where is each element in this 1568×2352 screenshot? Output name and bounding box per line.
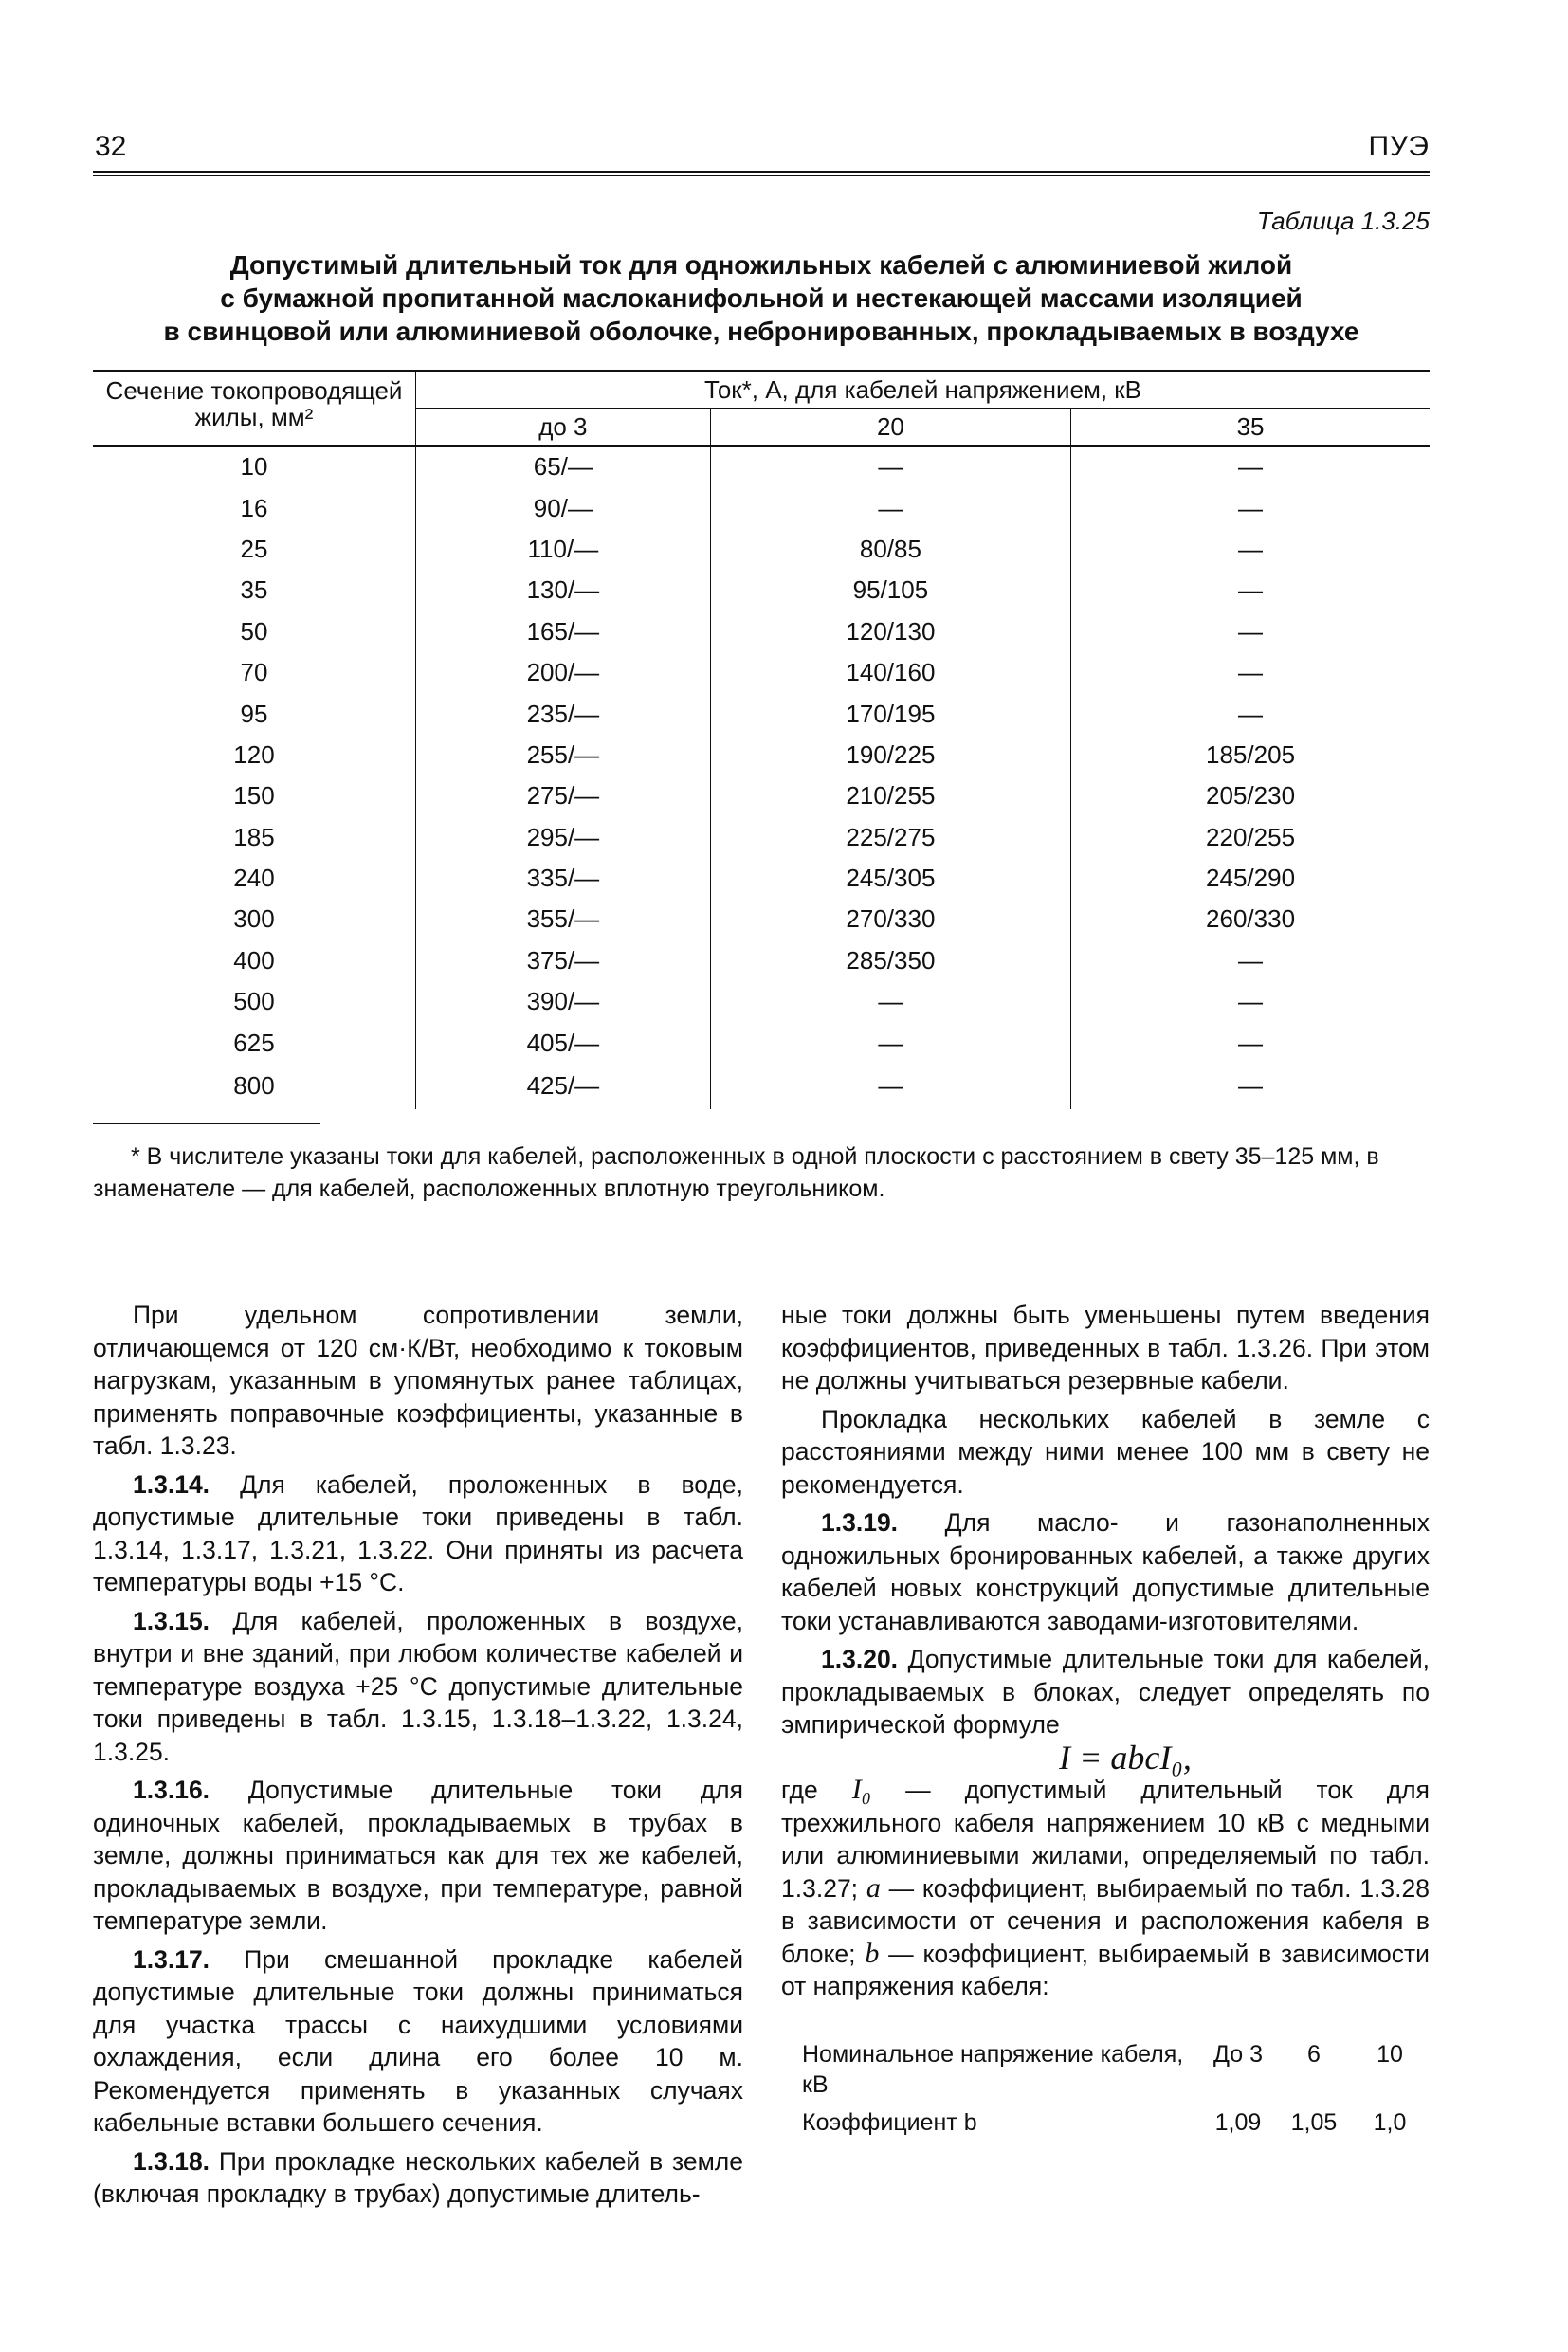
table-row bbox=[93, 487, 1430, 528]
current-table bbox=[93, 370, 1430, 1109]
table-cell: — bbox=[710, 981, 1070, 1022]
table-cell: — bbox=[1071, 570, 1430, 611]
paragraph: При удельном сопротивлении земли, отличающемся от 120 см·К/Вт, необходимо к токовым нагрузкам, указанным в упомянутых ранее таблицах, применять поправочные коэффициенты, указанные в табл. 1.3.23. bbox=[93, 1301, 743, 1460]
table-cell: 120/130 bbox=[710, 611, 1070, 652]
table-cell: 500 bbox=[93, 981, 416, 1022]
table-cell: 170/195 bbox=[710, 693, 1070, 734]
table-cell: 210/255 bbox=[710, 775, 1070, 816]
paragraph bbox=[93, 1774, 743, 1938]
header-rule bbox=[93, 171, 1430, 173]
table-row bbox=[93, 1064, 1430, 1109]
paragraph-text: Допустимые длительные токи для кабелей, прокладываемых в блоках, следует определять по эмпирической формуле bbox=[781, 1645, 1430, 1739]
coefficient-cell: До 3 bbox=[1213, 2040, 1263, 2068]
table-title bbox=[93, 248, 1430, 348]
table-cell: — bbox=[1071, 1022, 1430, 1063]
table-row bbox=[93, 611, 1430, 652]
header-35kv: 35 bbox=[1071, 409, 1430, 447]
coefficient-cell: 1,0 bbox=[1373, 2108, 1407, 2136]
table-cell: 185/205 bbox=[1071, 735, 1430, 775]
table-cell: 800 bbox=[93, 1064, 416, 1109]
table-cell: 165/— bbox=[526, 616, 600, 646]
footnote-rule bbox=[93, 1123, 320, 1124]
table-cell: — bbox=[710, 1022, 1070, 1063]
table-cell: 220/255 bbox=[1071, 817, 1430, 858]
coefficient-row-label: Коэффициент b bbox=[802, 2108, 977, 2136]
table-cell: 225/275 bbox=[710, 817, 1070, 858]
table-cell: — bbox=[710, 487, 1070, 528]
header-up-to-3kv: до 3 bbox=[416, 409, 711, 447]
clause-number: 1.3.14. bbox=[133, 1469, 210, 1499]
table-cell: — bbox=[1071, 611, 1430, 652]
table-row bbox=[93, 693, 1430, 734]
table-cell: 390/— bbox=[526, 987, 600, 1016]
left-column bbox=[93, 1299, 743, 2211]
table-cell: 375/— bbox=[526, 945, 600, 975]
variable-a: a bbox=[866, 1871, 881, 1904]
table-row bbox=[93, 652, 1430, 693]
table-cell: — bbox=[1071, 940, 1430, 981]
table-cell: 65/— bbox=[533, 452, 593, 482]
coefficient-cell: 1,05 bbox=[1290, 2108, 1338, 2136]
clause-number: 1.3.15. bbox=[133, 1606, 210, 1635]
table-cell: 185 bbox=[93, 817, 416, 858]
table-cell: — bbox=[1071, 487, 1430, 528]
table-cell: 10 bbox=[93, 446, 416, 487]
header-rule-thin bbox=[93, 175, 1430, 176]
table-cell: 190/225 bbox=[710, 735, 1070, 775]
table-cell: 120 bbox=[93, 735, 416, 775]
header-20kv: 20 bbox=[710, 409, 1070, 447]
table-cell: 150 bbox=[93, 775, 416, 816]
table-row bbox=[93, 817, 1430, 858]
coefficient-row bbox=[802, 2104, 1428, 2142]
table-cell: 335/— bbox=[526, 864, 600, 893]
paragraph-text: — допустимый длительный ток для трехжильного кабеля напряжением 10 кВ с медными или алюминиевыми жилами, определяемый по табл. 1.3.27; bbox=[781, 1776, 1430, 1903]
table-cell: 200/— bbox=[526, 658, 600, 687]
table-cell: 245/305 bbox=[710, 858, 1070, 899]
table-cell: 130/— bbox=[526, 575, 600, 605]
table-cell: — bbox=[1071, 529, 1430, 570]
table-title-line: Допустимый длительный ток для одножильных кабелей с алюминиевой жилой bbox=[229, 250, 1293, 280]
formula: I = abcI₀, bbox=[1059, 1738, 1192, 1777]
table-cell: 400 bbox=[93, 940, 416, 981]
page-number: 32 bbox=[95, 131, 127, 162]
table-row bbox=[93, 940, 1430, 981]
table-cell: 300 bbox=[93, 899, 416, 939]
coefficient-cell: 10 bbox=[1377, 2040, 1403, 2068]
table-cell: 245/290 bbox=[1071, 858, 1430, 899]
table-cell: 255/— bbox=[526, 739, 600, 769]
table-body bbox=[93, 446, 1430, 1109]
table-cell: — bbox=[710, 446, 1070, 487]
table-title-line: с бумажной пропитанной маслоканифольной и нестекающей массами изоляцией bbox=[220, 283, 1303, 313]
table-cell: 405/— bbox=[526, 1028, 600, 1057]
table-cell: 70 bbox=[93, 652, 416, 693]
paragraph-text: Допустимые длительные токи для одиночных кабелей, прокладываемых в трубах в земле, должны приниматься как для тех же кабелей, прокладываемых в воздухе, при температуре, равной температуре земли. bbox=[93, 1776, 743, 1935]
table-row bbox=[93, 446, 1430, 487]
running-header: ПУЭ bbox=[1368, 131, 1430, 162]
paragraph-text: Для масло- и газонаполненных одножильных бронированных кабелей, а также других кабелей новых конструкций допустимые длительные токи устанавливаются заводами-изготовителями. bbox=[781, 1508, 1430, 1635]
paragraph bbox=[781, 1774, 1430, 2003]
table-cell: 90/— bbox=[533, 493, 593, 522]
paragraph-text: — коэффициент, выбираемый в зависимости от напряжения кабеля: bbox=[781, 1939, 1430, 2000]
paragraph bbox=[93, 1943, 743, 2140]
table-cell: 295/— bbox=[526, 822, 600, 851]
table-cell: 625 bbox=[93, 1022, 416, 1063]
paragraph bbox=[93, 1468, 743, 1599]
table-row bbox=[93, 1022, 1430, 1063]
table-cell: 205/230 bbox=[1071, 775, 1430, 816]
table-row bbox=[93, 735, 1430, 775]
table-cell: 275/— bbox=[526, 781, 600, 811]
table-cell: 80/85 bbox=[710, 529, 1070, 570]
table-cell: 235/— bbox=[526, 699, 600, 728]
table-cell: 50 bbox=[93, 611, 416, 652]
table-cell: — bbox=[1071, 693, 1430, 734]
table-cell: — bbox=[1071, 446, 1430, 487]
variable-b: b bbox=[865, 1937, 880, 1969]
paragraph: Прокладка нескольких кабелей в земле с расстояниями между ними менее 100 мм в свету не рекомендуется. bbox=[781, 1404, 1430, 1499]
table-row bbox=[93, 981, 1430, 1022]
coefficient-cell: 1,09 bbox=[1214, 2108, 1262, 2136]
table-title-line: в свинцовой или алюминиевой оболочке, небронированных, прокладываемых в воздухе bbox=[163, 317, 1359, 346]
table-cell: 35 bbox=[93, 570, 416, 611]
paragraph bbox=[781, 1643, 1430, 1741]
coefficient-table bbox=[802, 2035, 1428, 2142]
paragraph bbox=[93, 1605, 743, 1769]
right-column bbox=[781, 1299, 1430, 2142]
paragraph-text: Для кабелей, проложенных в воде, допустимые длительные токи приведены в табл. 1.3.14, 1.3.17, 1.3.21, 1.3.22. Они приняты из расчета температуры воды +15 °С. bbox=[93, 1469, 743, 1596]
table-cell: 110/— bbox=[527, 534, 599, 563]
table-cell: 285/350 bbox=[710, 940, 1070, 981]
table-cell: 16 bbox=[93, 487, 416, 528]
paragraph bbox=[93, 2145, 743, 2211]
table-row bbox=[93, 899, 1430, 939]
clause-number: 1.3.19. bbox=[821, 1508, 899, 1537]
table-cell: 425/— bbox=[526, 1071, 600, 1101]
paragraph-text: При смешанной прокладке кабелей допустимые длительные токи должны приниматься для участка трассы с наихудшими условиями охлаждения, если длина его более 10 м. Рекомендуется применять в указанных случаях кабельные вставки большего сечения. bbox=[93, 1944, 743, 2137]
paragraph: ные токи должны быть уменьшены путем введения коэффициентов, приведенных в табл. 1.3.26. При этом не должны учитываться резервные кабели. bbox=[781, 1301, 1430, 1395]
clause-number: 1.3.16. bbox=[133, 1776, 210, 1804]
variable-i0: I₀ bbox=[851, 1774, 872, 1805]
coefficient-row bbox=[802, 2035, 1428, 2104]
table-cell: — bbox=[1071, 981, 1430, 1022]
table-row bbox=[93, 858, 1430, 899]
table-row bbox=[93, 570, 1430, 611]
table-reference: Таблица 1.3.25 bbox=[1256, 207, 1430, 235]
paragraph-text: При прокладке нескольких кабелей в земле (включая прокладку в трубах) допустимые длитель- bbox=[93, 2146, 743, 2208]
table-cell: 95/105 bbox=[710, 570, 1070, 611]
coefficient-cell: 6 bbox=[1307, 2040, 1321, 2068]
table-cell: 140/160 bbox=[710, 652, 1070, 693]
table-row bbox=[93, 775, 1430, 816]
paragraph bbox=[781, 1506, 1430, 1637]
table-cell: — bbox=[710, 1064, 1070, 1109]
table-cell: 95 bbox=[93, 693, 416, 734]
table-cell: — bbox=[1071, 1064, 1430, 1109]
coefficient-row-label: Номинальное напряжение кабеля, кВ bbox=[802, 2040, 1184, 2098]
table-cell: 355/— bbox=[526, 904, 600, 934]
paragraph-text: где bbox=[781, 1776, 852, 1804]
header-current: Ток*, А, для кабелей напряжением, кВ bbox=[416, 371, 1431, 409]
clause-number: 1.3.20. bbox=[821, 1645, 899, 1673]
table-cell: 260/330 bbox=[1071, 899, 1430, 939]
clause-number: 1.3.17. bbox=[133, 1944, 210, 1974]
paragraph-text: Для кабелей, проложенных в воздухе, внутри и вне зданий, при любом количестве кабелей и температуре воздуха +25 °С допустимые длительные токи приведены в табл. 1.3.15, 1.3.18–1.3.22, 1.3.24, 1.3.25. bbox=[93, 1606, 743, 1766]
table-cell: 270/330 bbox=[710, 899, 1070, 939]
paragraph-text: — коэффициент, выбираемый по табл. 1.3.28 в зависимости от сечения и расположения кабеля в блоке; bbox=[781, 1873, 1431, 1968]
table-footnote: * В числителе указаны токи для кабелей, расположенных в одной плоскости с расстоянием в свету 35–125 мм, в знаменателе — для кабелей, расположенных вплотную треугольником. bbox=[93, 1143, 1379, 1202]
table-cell: 25 bbox=[93, 529, 416, 570]
clause-number: 1.3.18. bbox=[133, 2146, 210, 2176]
table-row bbox=[93, 529, 1430, 570]
table-cell: 240 bbox=[93, 858, 416, 899]
header-section: Сечение токопроводящей жилы, мм² bbox=[93, 371, 416, 446]
table-cell: — bbox=[1071, 652, 1430, 693]
